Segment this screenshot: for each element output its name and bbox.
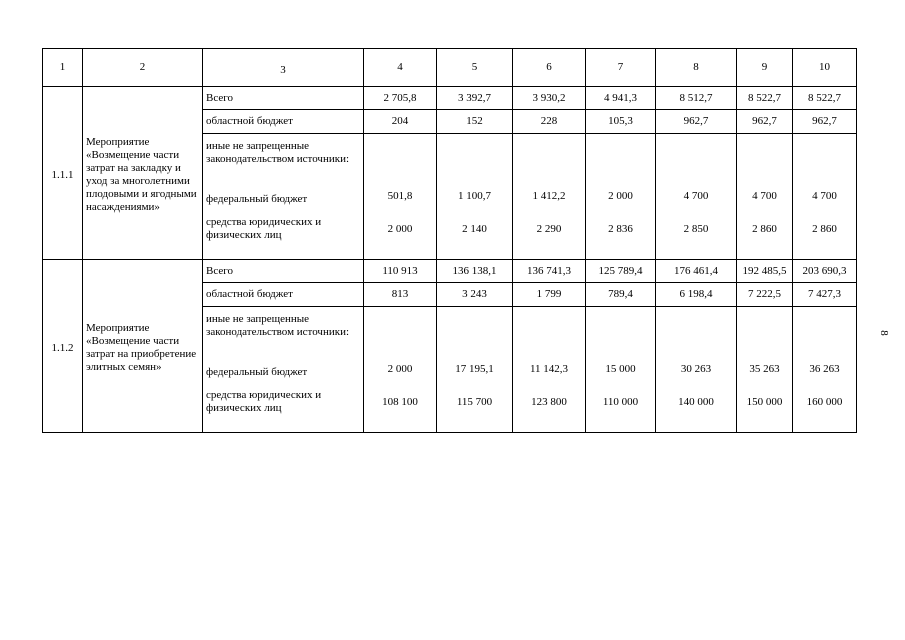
row-name: Мероприятие «Возмещение части затрат на приобретение элитных семян»: [83, 260, 203, 433]
value-cell: 110 913: [364, 260, 437, 283]
value-cell: 228: [513, 110, 586, 134]
value-cell: 203 690,3: [793, 260, 857, 283]
source-label: областной бюджет: [203, 283, 364, 307]
table-row: [43, 260, 857, 283]
header-cell: 5: [437, 49, 513, 87]
value-cell: 7 427,3: [793, 283, 857, 307]
value-stack: [586, 307, 656, 433]
source-label: иные не запрещенные законодательством источники:: [206, 140, 350, 165]
value-cell: 17 195,1: [455, 363, 494, 375]
value-cell: 8 512,7: [656, 87, 737, 110]
value-cell: 35 263: [749, 363, 780, 375]
value-cell: 204: [364, 110, 437, 134]
value-stack: [586, 134, 656, 260]
value-cell: 789,4: [586, 283, 656, 307]
header-cell: 4: [364, 49, 437, 87]
table-header-row: [43, 49, 857, 87]
value-cell: 2 000: [387, 363, 413, 375]
value-cell: 1 799: [513, 283, 586, 307]
header-cell: 8: [656, 49, 737, 87]
value-cell: 115 700: [456, 396, 493, 408]
value-stack: [437, 134, 513, 260]
header-cell: 9: [737, 49, 793, 87]
value-cell: 30 263: [680, 363, 712, 375]
source-label: средства юридических и физических лиц: [206, 216, 322, 241]
value-stack: [737, 134, 793, 260]
value-cell: 2 290: [536, 223, 562, 235]
value-cell: 11 142,3: [529, 363, 569, 375]
value-cell: 962,7: [656, 110, 737, 134]
value-cell: 136 138,1: [437, 260, 513, 283]
value-cell: 1 412,2: [532, 190, 566, 202]
value-stack: [364, 134, 437, 260]
source-group: [203, 307, 364, 433]
value-cell: 192 485,5: [737, 260, 793, 283]
value-cell: 2 140: [462, 223, 487, 235]
value-cell: 2 860: [812, 223, 837, 235]
header-cell: 10: [793, 49, 857, 87]
value-cell: 36 263: [809, 363, 840, 375]
value-cell: 813: [364, 283, 437, 307]
source-label: Всего: [203, 260, 364, 283]
source-label: областной бюджет: [203, 110, 364, 134]
value-cell: 176 461,4: [656, 260, 737, 283]
value-cell: 123 800: [531, 396, 567, 408]
value-cell: 962,7: [737, 110, 793, 134]
row-code: 1.1.1: [43, 87, 83, 260]
row-code: 1.1.2: [43, 260, 83, 433]
header-cell: 3: [203, 49, 364, 87]
source-label: иные не запрещенные законодательством источники:: [206, 313, 350, 338]
value-cell: 2 000: [608, 190, 633, 202]
value-cell: 125 789,4: [586, 260, 656, 283]
value-cell: 160 000: [806, 396, 843, 408]
value-cell: 8 522,7: [793, 87, 857, 110]
value-stack: [364, 307, 437, 433]
value-cell: 136 741,3: [513, 260, 586, 283]
value-cell: 4 700: [752, 190, 777, 202]
value-cell: 15 000: [605, 363, 636, 375]
value-stack: [513, 134, 586, 260]
source-label: федеральный бюджет: [206, 366, 308, 378]
budget-table: [42, 48, 857, 433]
value-cell: 2 000: [387, 223, 413, 235]
page-number: 8: [877, 330, 890, 336]
value-cell: 8 522,7: [737, 87, 793, 110]
value-stack: [656, 134, 737, 260]
header-cell: 6: [513, 49, 586, 87]
value-cell: 110 000: [602, 396, 639, 408]
header-cell: 1: [43, 49, 83, 87]
value-cell: 2 860: [752, 223, 777, 235]
header-cell: 7: [586, 49, 656, 87]
value-cell: 3 930,2: [513, 87, 586, 110]
value-cell: 2 850: [683, 223, 709, 235]
value-cell: 150 000: [746, 396, 783, 408]
value-cell: 6 198,4: [656, 283, 737, 307]
value-stack: [793, 307, 857, 433]
value-cell: 2 836: [608, 223, 633, 235]
value-stack: [513, 307, 586, 433]
header-cell: 2: [83, 49, 203, 87]
value-stack: [656, 307, 737, 433]
source-label: федеральный бюджет: [206, 193, 308, 205]
value-cell: 3 392,7: [437, 87, 513, 110]
value-stack: [437, 307, 513, 433]
value-cell: 4 700: [812, 190, 837, 202]
value-cell: 7 222,5: [737, 283, 793, 307]
source-label: средства юридических и физических лиц: [206, 389, 322, 414]
table-row: [43, 87, 857, 110]
value-cell: 152: [437, 110, 513, 134]
value-cell: 962,7: [793, 110, 857, 134]
value-cell: 3 243: [437, 283, 513, 307]
value-stack: [793, 134, 857, 260]
value-cell: 1 100,7: [458, 190, 491, 202]
value-cell: 4 941,3: [586, 87, 656, 110]
value-cell: 501,8: [387, 190, 413, 202]
row-name: Мероприятие «Возмещение части затрат на закладку и уход за многолетними плодовыми и ягодными насаждениями»: [83, 87, 203, 260]
source-label: Всего: [203, 87, 364, 110]
value-cell: 4 700: [683, 190, 709, 202]
value-cell: 105,3: [586, 110, 656, 134]
value-cell: 140 000: [678, 396, 714, 408]
value-cell: 2 705,8: [364, 87, 437, 110]
value-cell: 108 100: [382, 396, 418, 408]
source-group: [203, 134, 364, 260]
value-stack: [737, 307, 793, 433]
